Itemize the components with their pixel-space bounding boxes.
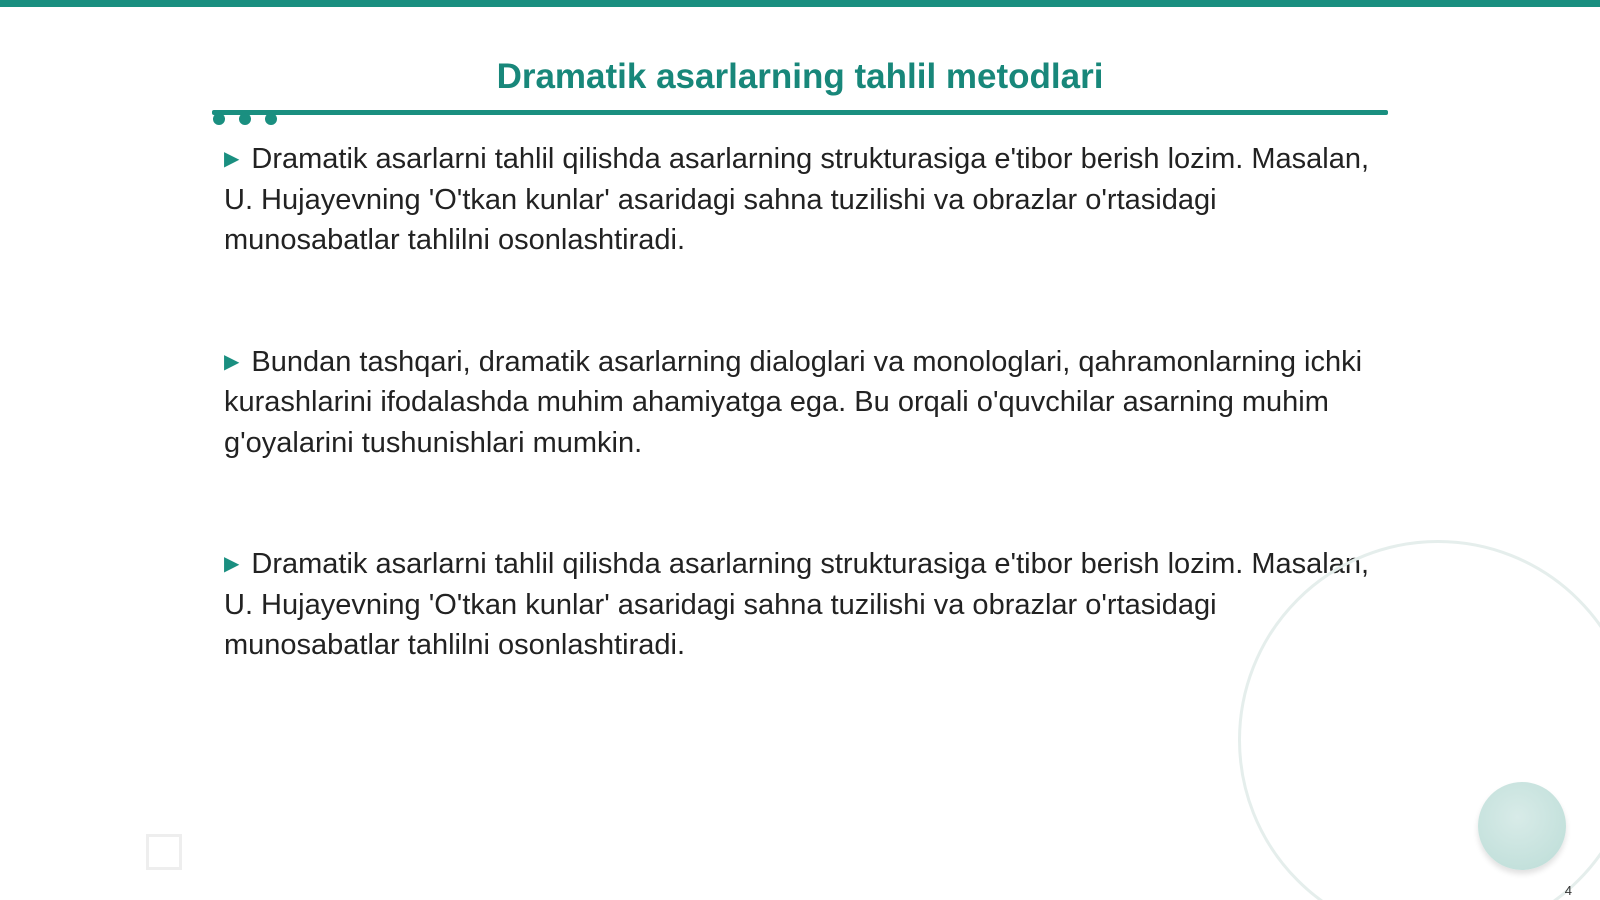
bullet-list [224, 139, 1390, 747]
top-accent-bar [0, 0, 1600, 7]
decorative-circle [1478, 782, 1566, 870]
dot-ornament-2 [239, 113, 251, 125]
triangle-right-icon: ▶ [224, 148, 240, 170]
bullet-item [224, 342, 1390, 464]
title-underline [212, 110, 1388, 115]
decorative-square [146, 834, 182, 870]
dot-ornament-3 [265, 113, 277, 125]
bullet-item [224, 139, 1390, 261]
triangle-right-icon: ▶ [224, 350, 240, 373]
bullet-text: Dramatik asarlarni tahlil qilishda asarlarning strukturasiga e'tibor berish lozim. Masalan, U. Hujayevning 'O'tkan kunlar' asaridagi sahna tuzilishi va obrazlar o'rtasidagi munosabatlar tahlilni osonlashtiradi. [224, 548, 1370, 661]
triangle-right-icon: ▶ [224, 553, 240, 575]
bullet-text: Dramatik asarlarni tahlil qilishda asarlarning strukturasiga e'tibor berish lozim. Masalan, U. Hujayevning 'O'tkan kunlar' asaridagi sahna tuzilishi va obrazlar o'rtasidagi munosabatlar tahlilni osonlashtiradi. [224, 143, 1370, 256]
bullet-item [224, 544, 1390, 666]
dot-ornament-1 [213, 113, 225, 125]
bullet-text: Bundan tashqari, dramatik asarlarning dialoglari va monologlari, qahramonlarning ichki kurashlarini ifodalashda muhim ahamiyatga ega. Bu orqali o'quvchilar asarning muhim g'oyalarini tushunishlari mumkin. [224, 345, 1363, 459]
slide-title: Dramatik asarlarning tahlil metodlari [496, 57, 1104, 96]
page-number: 4 [1564, 883, 1572, 898]
